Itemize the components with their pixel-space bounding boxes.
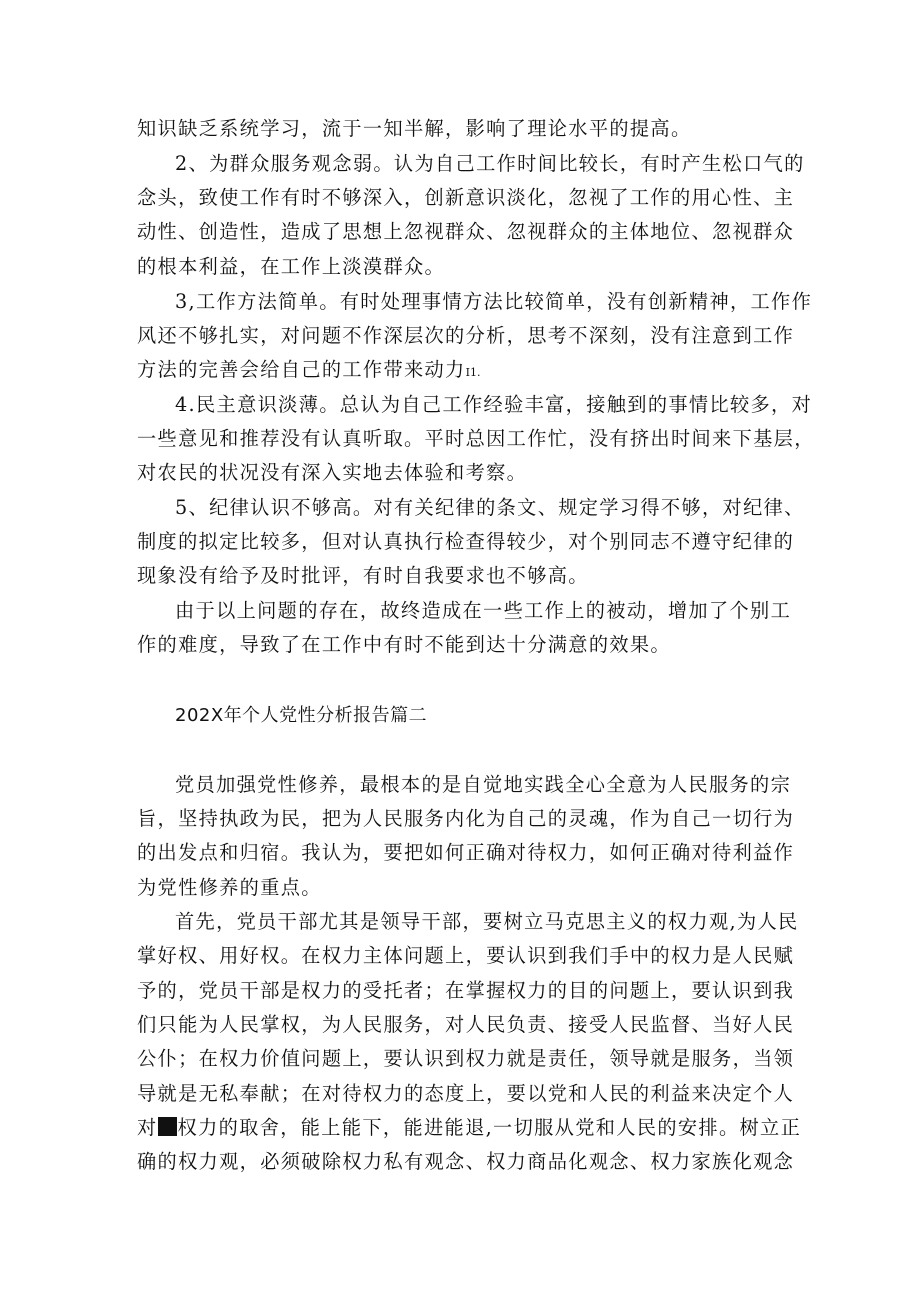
paragraph-line: 党员加强党性修养，最根本的是自觉地实践全心全意为人民服务的宗	[175, 773, 792, 796]
paragraph-line: 公仆；在权力价值问题上，要认识到权力就是责任，领导就是服务，当领	[137, 1047, 795, 1070]
paragraph-line: 一些意见和推荐没有认真听取。平时总因工作忙，没有挤出时间来下基层，	[137, 427, 815, 450]
paragraph-line: 3,工作方法简单。有时处理事情方法比较简单，没有创新精神，工作作	[175, 290, 813, 313]
paragraph-line: 知识缺乏系统学习，流于一知半解，影响了理论水平的提高。	[137, 117, 692, 140]
paragraph-line: 风还不够扎实，对问题不作深层次的分析，思考不深刻，没有注意到工作	[137, 324, 795, 347]
paragraph-line: 念头，致使工作有时不够深入，创新意识淡化，忽视了工作的用心性、主	[137, 186, 795, 209]
paragraph-line: 掌好权、用好权。在权力主体问题上，要认识到我们手中的权力是人民赋	[137, 944, 795, 967]
paragraph-line: 旨，坚持执政为民，把为人民服务内化为自己的灵魂，作为自己一切行为	[137, 807, 795, 830]
paragraph-line: 为党性修养的重点。	[137, 876, 322, 899]
section-heading: 202X年个人党性分析报告篇二	[175, 705, 428, 726]
line-text: 权力的取舍，能上能下，能进能退,一切服从党和人民的安排。树立正	[177, 1116, 802, 1139]
line-text: 方法的完善会给自己的工作带来动力	[137, 358, 466, 381]
paragraph-line: 2、为群众服务观念弱。认为自己工作时间比较长，有时产生松口气的	[175, 152, 805, 175]
footnote-mark: I1.	[465, 366, 481, 379]
paragraph-line: 的出发点和归宿。我认为，要把如何正确对待权力，如何正确对待利益作	[137, 841, 795, 864]
line-prefix: 对	[137, 1116, 158, 1139]
paragraph-line: 5、纪律认识不够高。对有关纪律的条文、规定学习得不够，对纪律、	[175, 496, 805, 519]
redaction-block	[158, 1117, 177, 1136]
paragraph-line: 作的难度，导致了在工作中有时不能到达十分满意的效果。	[137, 633, 671, 656]
paragraph-line: 现象没有给予及时批评，有时自我要求也不够高。	[137, 564, 589, 587]
paragraph-line: 对农民的状况没有深入实地去体验和考察。	[137, 461, 528, 484]
paragraph-line: 制度的拟定比较多，但对认真执行检查得较少，对个别同志不遵守纪律的	[137, 530, 795, 553]
paragraph-line: 动性、创造性，造成了思想上忽视群众、忽视群众的主体地位、忽视群众	[137, 220, 795, 243]
paragraph-line: 导就是无私奉献；在对待权力的态度上，要以党和人民的利益来决定个人	[137, 1082, 795, 1105]
paragraph-line: 4.民主意识淡薄。总认为自己工作经验丰富，接触到的事情比较多，对	[175, 393, 813, 416]
paragraph-line: 予的，党员干部是权力的受托者；在掌握权力的目的问题上，要认识到我	[137, 979, 795, 1002]
paragraph-line: 由于以上问题的存在，故终造成在一些工作上的被动，增加了个别工	[175, 599, 792, 622]
paragraph-line	[137, 1116, 801, 1140]
paragraph-line: 首先，党员干部尤其是领导干部，要树立马克思主义的权力观,为人民	[175, 910, 799, 933]
paragraph-line: 的根本利益，在工作上淡漠群众。	[137, 255, 446, 278]
paragraph-line: 们只能为人民掌权，为人民服务，对人民负责、接受人民监督、当好人民	[137, 1013, 795, 1036]
paragraph-line: 确的权力观，必须破除权力私有观念、权力商品化观念、权力家族化观念	[137, 1150, 795, 1173]
paragraph-line	[137, 358, 480, 385]
